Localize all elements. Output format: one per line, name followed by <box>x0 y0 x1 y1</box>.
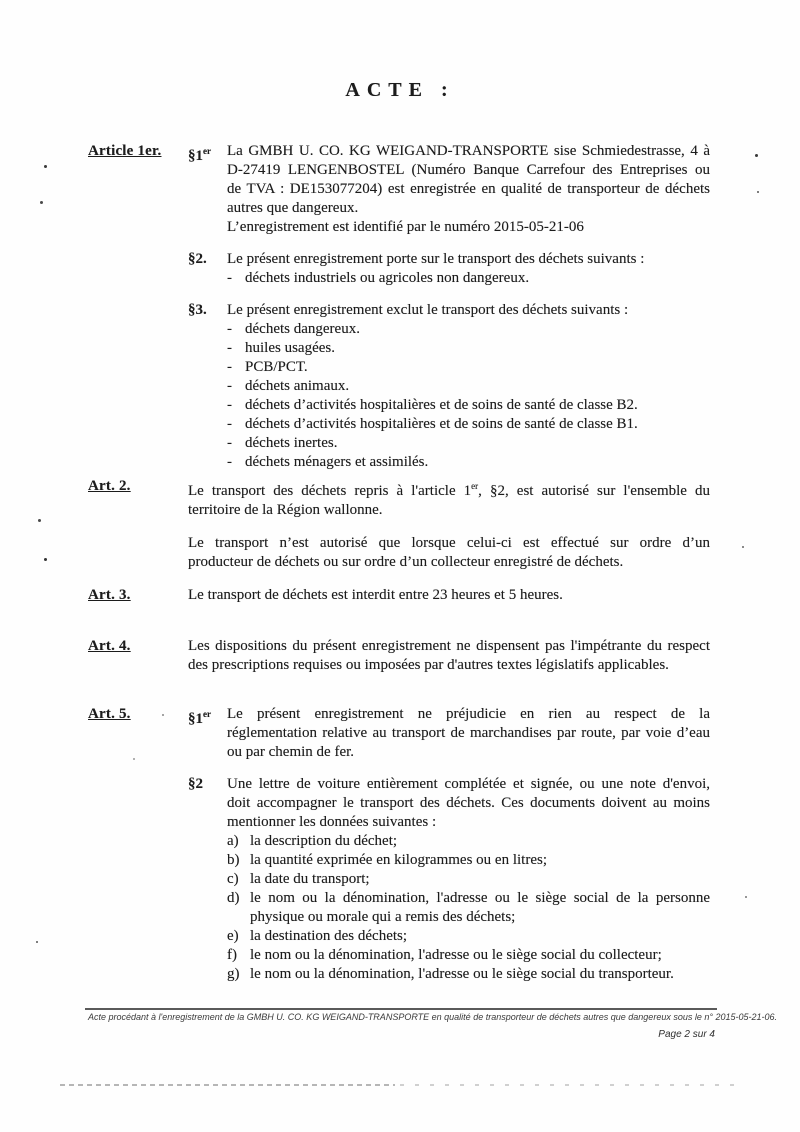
article-4 <box>88 637 710 675</box>
item-letter: a) <box>227 833 239 849</box>
list-item <box>227 269 710 288</box>
list-item-text: déchets inertes. <box>245 435 338 451</box>
scan-speckle <box>38 519 41 522</box>
list-item-text: huiles usagées. <box>245 340 335 356</box>
bullet-dash: - <box>227 378 232 394</box>
item-text: la quantité exprimée en kilogrammes ou en litres; <box>250 852 547 868</box>
body-line: Le présent enregistrement exclut le transport des déchets suivants : <box>227 302 629 318</box>
list-item-text: PCB/PCT. <box>245 359 308 375</box>
article-1-section-2 <box>188 250 710 288</box>
list-item <box>227 320 710 339</box>
body-line: D-27419 LENGENBOSTEL (Numéro Banque Carrefour des Entreprises ou <box>227 162 710 178</box>
item-letter: f) <box>227 947 237 963</box>
registration-number-line: L’enregistrement est identifié par le numéro 2015-05-21-06 <box>227 219 584 235</box>
body-line: mentionner les données suivantes : <box>227 814 437 830</box>
scan-speckle <box>40 201 43 204</box>
list-item-text: déchets industriels ou agricoles non dangereux. <box>245 270 530 286</box>
body-line: Une lettre de voiture entièrement complétée et signée, ou une note d'envoi, <box>227 776 710 792</box>
body-line: le nom ou la dénomination, l'adresse ou le siège social de la personne <box>250 890 710 906</box>
paragraph-marker-2: §2 <box>188 776 203 792</box>
article-4-body <box>188 637 710 675</box>
body-text: Le transport des déchets repris à l'article 1 <box>188 483 472 499</box>
item-text <box>250 889 710 927</box>
article-2-label: Art. 2. <box>88 478 131 494</box>
body-line: Les dispositions du présent enregistrement ne dispensent pas l'impétrante du respect <box>188 638 710 654</box>
bullet-dash: - <box>227 270 232 286</box>
scan-artifact-dashed-line <box>400 1084 735 1086</box>
scan-artifact-dashed-line <box>60 1084 395 1086</box>
marker-base: §1 <box>188 148 203 164</box>
lettered-item <box>227 927 710 946</box>
article-5-section-2 <box>188 775 710 984</box>
body-line: ou par chemin de fer. <box>227 744 355 760</box>
article-3-body <box>188 586 710 605</box>
body-line: producteur de déchets ou sur ordre d’un collecteur enregistré de déchets. <box>188 554 624 570</box>
body-line <box>188 477 710 501</box>
article-1-section-1 <box>88 142 710 237</box>
marker-base: §1 <box>188 711 203 727</box>
lettered-item <box>227 889 710 927</box>
article-3 <box>88 586 710 605</box>
item-letter: g) <box>227 966 240 982</box>
lettered-item <box>227 965 710 984</box>
scan-speckle <box>742 546 744 548</box>
item-letter: e) <box>227 928 239 944</box>
paragraph-marker-1er <box>188 705 227 729</box>
bullet-dash: - <box>227 416 232 432</box>
list-item <box>227 434 710 453</box>
lettered-item <box>227 832 710 851</box>
article-5-s1-body <box>227 705 710 762</box>
article-5-label: Art. 5. <box>88 706 131 722</box>
body-line: des prescriptions requises ou imposées par d'autres textes législatifs applicables. <box>188 657 669 673</box>
marker-sup: er <box>203 709 211 719</box>
item-letter: d) <box>227 890 240 906</box>
item-text: la destination des déchets; <box>250 928 408 944</box>
paragraph-marker-2: §2. <box>188 251 207 267</box>
scan-speckle <box>44 165 47 168</box>
paragraph-marker-1er <box>188 142 227 166</box>
scan-speckle <box>757 191 759 193</box>
list-item <box>227 377 710 396</box>
article-1-s1-body <box>227 142 710 237</box>
article-2-paragraph-2 <box>188 534 710 572</box>
item-text: le nom ou la dénomination, l'adresse ou le siège social du collecteur; <box>250 947 662 963</box>
body-line: de TVA : DE153077204) est enregistrée en qualité de transporteur de déchets <box>227 181 710 197</box>
scan-speckle <box>745 896 747 898</box>
body-line: territoire de la Région wallonne. <box>188 502 383 518</box>
list-item <box>227 453 710 472</box>
scan-speckle <box>133 758 135 760</box>
scan-speckle <box>44 558 47 561</box>
scan-speckle <box>755 154 758 157</box>
lettered-item <box>227 851 710 870</box>
item-text: la date du transport; <box>250 871 370 887</box>
list-item-text: déchets d’activités hospitalières et de soins de santé de classe B2. <box>245 397 638 413</box>
page-number: Page 2 sur 4 <box>658 1029 715 1040</box>
list-item-text: déchets animaux. <box>245 378 350 394</box>
list-item <box>227 415 710 434</box>
body-line: physique ou morale qui a remis des déchets; <box>250 909 516 925</box>
footer-rule <box>85 1008 717 1010</box>
bullet-dash: - <box>227 340 232 356</box>
list-item-text: déchets d’activités hospitalières et de soins de santé de classe B1. <box>245 416 638 432</box>
scan-speckle <box>162 714 164 716</box>
bullet-dash: - <box>227 435 232 451</box>
article-2-p1-body <box>188 477 710 520</box>
paragraph-marker-3: §3. <box>188 302 207 318</box>
bullet-dash: - <box>227 454 232 470</box>
lettered-item <box>227 946 710 965</box>
bullet-dash: - <box>227 397 232 413</box>
article-2-paragraph-1 <box>88 477 710 520</box>
article-3-label: Art. 3. <box>88 587 131 603</box>
list-item <box>227 396 710 415</box>
list-item-text: déchets dangereux. <box>245 321 360 337</box>
article-1-section-3 <box>188 301 710 472</box>
item-letter: c) <box>227 871 239 887</box>
superscript-er: er <box>471 481 479 491</box>
lettered-item <box>227 870 710 889</box>
article-5-s2-body <box>227 775 710 984</box>
body-text: , §2, est autorisé sur l'ensemble du <box>478 483 711 499</box>
article-4-label: Art. 4. <box>88 638 131 654</box>
article-5-section-1 <box>88 705 710 762</box>
item-text: la description du déchet; <box>250 833 398 849</box>
article-2-p2-body <box>188 534 710 572</box>
body-line: réglementation relative au transport de marchandises par route, par voie d’eau <box>227 725 710 741</box>
body-line: Le présent enregistrement ne préjudicie en rien au respect de la <box>227 706 710 722</box>
article-1-label: Article 1er. <box>88 143 162 159</box>
article-1-s3-body <box>227 301 710 472</box>
body-line: La GMBH U. CO. KG WEIGAND-TRANSPORTE sise Schmiedestrasse, 4 à <box>227 143 710 159</box>
item-letter: b) <box>227 852 240 868</box>
body-line: Le transport n’est autorisé que lorsque celui-ci est effectué sur ordre d’un <box>188 535 710 551</box>
scan-speckle <box>36 941 38 943</box>
bullet-dash: - <box>227 359 232 375</box>
list-item-text: déchets ménagers et assimilés. <box>245 454 429 470</box>
body-line: Le transport de déchets est interdit entre 23 heures et 5 heures. <box>188 587 563 603</box>
item-text: le nom ou la dénomination, l'adresse ou le siège social du transporteur. <box>250 966 674 982</box>
body-line: autres que dangereux. <box>227 200 359 216</box>
bullet-dash: - <box>227 321 232 337</box>
body-line: Le présent enregistrement porte sur le transport des déchets suivants : <box>227 251 645 267</box>
article-1-s2-body <box>227 250 710 288</box>
footer-note: Acte procédant à l'enregistrement de la GMBH U. CO. KG WEIGAND-TRANSPORTE en qualité de transporteur de déchets autres que dangereux sous le n° 2015-05-21-06. <box>88 1012 777 1022</box>
body-line: doit accompagner le transport des déchets. Ces documents doivent au moins <box>227 795 710 811</box>
list-item <box>227 358 710 377</box>
page-title: ACTE : <box>345 79 455 101</box>
list-item <box>227 339 710 358</box>
marker-sup: er <box>203 146 211 156</box>
